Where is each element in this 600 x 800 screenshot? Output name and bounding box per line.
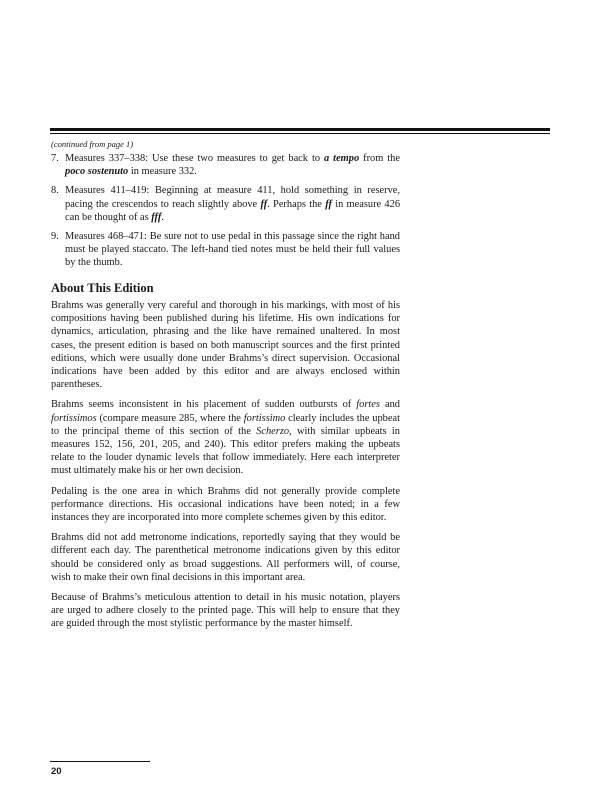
note-item-7 [51,152,400,178]
header-rule-thin [50,133,550,134]
text-run: clearly includes the upbeat to the principal theme of this section of the [51,412,400,437]
text-run: . [161,211,164,223]
note-item-8 [51,184,400,224]
paragraph-editorial-sources [51,299,400,391]
text-run: Brahms was generally very careful and thorough in his markings, with most of his compositions having been published during his lifetime. His own indications for dynamics, articulation, phrasing and the like have remained unaltered. In most cases, the present edition is based on both manuscript sources and the first printed editions, which were usually done under Brahms’s direct supervision. Occasional indications have been added by this editor and are always enclosed within parentheses. [51,300,400,391]
footer-rule [50,761,150,762]
dynamic-marking: ff [325,198,332,210]
about-edition-section [51,299,400,638]
text-run: Measures 337–338: Use these two measures to get back to [65,153,325,164]
note-item-9 [51,230,400,270]
text-run: (compare measure 285, where the [96,412,244,424]
performance-notes-list [51,152,400,276]
note-number: 7. [51,153,59,164]
text-run: from the [359,153,400,164]
dynamic-marking: ff [260,198,268,210]
dynamic-marking: poco sostenuto [65,166,129,178]
note-text [65,184,400,224]
text-run: Measures 468–471: Be sure not to use pedal in this passage since the right hand must be played staccato. The left-hand tied notes must be held their full values by the thumb. [65,231,400,269]
dynamic-marking: a tempo [324,153,360,164]
text-run: . Perhaps the [267,198,326,210]
paragraph-dynamics [51,398,400,477]
page-number: 20 [51,766,62,777]
text-run: and [379,399,400,411]
text-run: in measure 426 can be thought of as [65,198,401,223]
text-run: Brahms did not add metronome indications, reportedly saying that they would be different each day. The parenthetical metronome indications given by this editor should be considered only as broad suggestions. All performers will, of course, wish to make their own final decisions in this important area. [51,532,400,583]
note-text [65,152,400,178]
text-run: , with similar upbeats in measures 152, 156, 201, 205, and 240). This editor prefers making the upbeats relate to the louder dynamic levels that follow immediately. Here each interpreter must ultimately make his or her own decision. [51,425,400,477]
dynamic-marking: fff [151,211,162,223]
italic-term: Scherzo [256,425,290,437]
paragraph-pedaling [51,485,400,525]
section-heading: About This Edition [51,281,154,295]
paragraph-notation [51,591,400,631]
italic-term: fortes [356,399,380,411]
note-number: 8. [51,185,59,197]
note-text [65,230,400,270]
text-run: Pedaling is the one area in which Brahms did not generally provide complete performance directions. His occasional indications have been noted; in a few instances they are incorporated into more complete schemes given by this editor. [51,485,400,524]
text-run: Because of Brahms’s meticulous attention to detail in his music notation, players are urged to adhere closely to the printed page. This will help to ensure that they are guided through the most stylistic performance by the master himself. [51,592,400,630]
text-run: in measure 332. [128,166,197,178]
italic-term: fortissimos [51,412,97,424]
text-run: Measures 411–419: Beginning at measure 411, hold something in reserve, pacing the crescendos to reach slightly above [65,185,400,210]
italic-term: fortissimo [243,412,286,424]
header-rule-thick [50,128,550,131]
note-number: 9. [51,231,59,243]
continued-label: (continued from page 1) [51,139,134,149]
text-run: Brahms seems inconsistent in his placement of sudden outbursts of [51,399,357,411]
paragraph-metronome [51,531,400,584]
